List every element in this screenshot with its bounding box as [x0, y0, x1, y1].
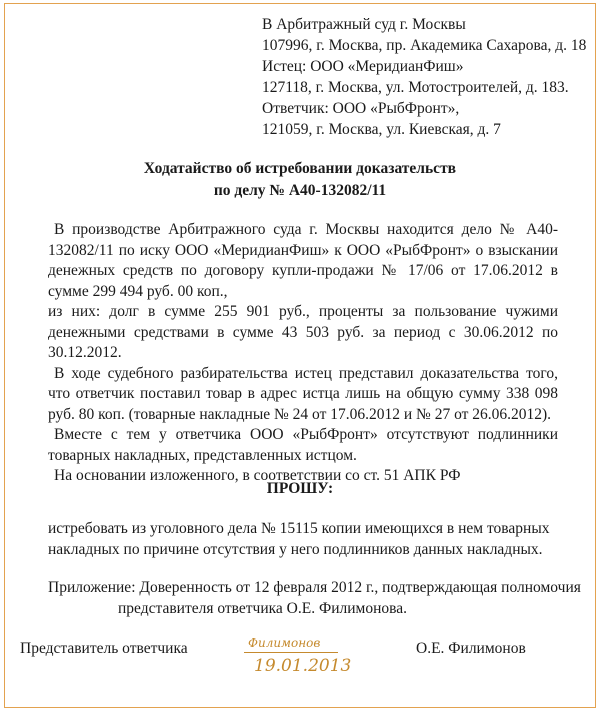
addressee-block — [262, 14, 586, 140]
defendant-address: 121059, г. Москва, ул. Киевская, д. 7 — [262, 121, 501, 138]
request-heading: ПРОШУ: — [266, 480, 334, 497]
appendix-line-2: представителя ответчика О.Е. Филимонова. — [118, 600, 408, 617]
request-line-1: истребовать из уголовного дела № 15115 копии имеющихся в нем товарных — [48, 520, 550, 537]
handwritten-date: 19.01.2013 — [254, 656, 352, 676]
signatory-name: О.Е. Филимонов — [416, 640, 526, 657]
body-paragraph: В производстве Арбитражного суда г. Москвы находится дело № А40-132082/11 по иску ООО «МеридианФиш» к ООО «РыбФронт» о взыскании денежных средств по договору купли-продажи № 17/06 от 17.06.2012 в сумме 299 494 руб. 00 коп., — [48, 221, 558, 300]
document-title — [0, 158, 600, 202]
body-paragraph: На основании изложенного, в соответствии со ст. 51 АПК РФ — [54, 467, 461, 484]
addressee-court: В Арбитражный суд г. Москвы — [262, 16, 466, 33]
title-line-1: Ходатайство об истребовании доказательств — [143, 160, 457, 177]
addressee-court-address: 107996, г. Москва, пр. Академика Сахарова, д. 18 — [262, 37, 587, 54]
body-paragraph: из них: долг в сумме 255 901 руб., проценты за пользование чужими денежными средствами в сумме 43 503 руб. за период с 30.06.2012 по 30.12.2012. — [48, 303, 558, 361]
request-line-2: накладных по причине отсутствия у него подлинников данных накладных. — [48, 541, 543, 558]
plaintiff-address: 127118, г. Москва, ул. Мотостроителей, д. 183. — [262, 79, 569, 96]
handwritten-signature: Филимонов — [248, 636, 321, 650]
defendant: Ответчик: ООО «РыбФронт», — [262, 100, 460, 117]
body-paragraph: В ходе судебного разбирательства истец представил доказательства того, что ответчик поставил товар в адрес истца лишь на общую сумму 338 098 руб. 80 коп. (товарные накладные № 24 от 17.06.2012 и № 27 от 26.06.2012). — [48, 364, 558, 423]
signature-underline — [244, 652, 338, 653]
signatory-label: Представитель ответчика — [20, 640, 188, 657]
appendix-line-1: Приложение: Доверенность от 12 февраля 2012 г., подтверждающая полномочия — [48, 579, 581, 596]
document-body — [48, 220, 558, 487]
request-text — [48, 518, 558, 560]
title-line-2: по делу № А40-132082/11 — [213, 182, 387, 199]
appendix — [48, 577, 581, 619]
plaintiff: Истец: ООО «МеридианФиш» — [262, 58, 464, 75]
body-paragraph: Вместе с тем у ответчика ООО «РыбФронт» отсутствуют подлинники товарных накладных, представленных истцом. — [48, 426, 558, 464]
